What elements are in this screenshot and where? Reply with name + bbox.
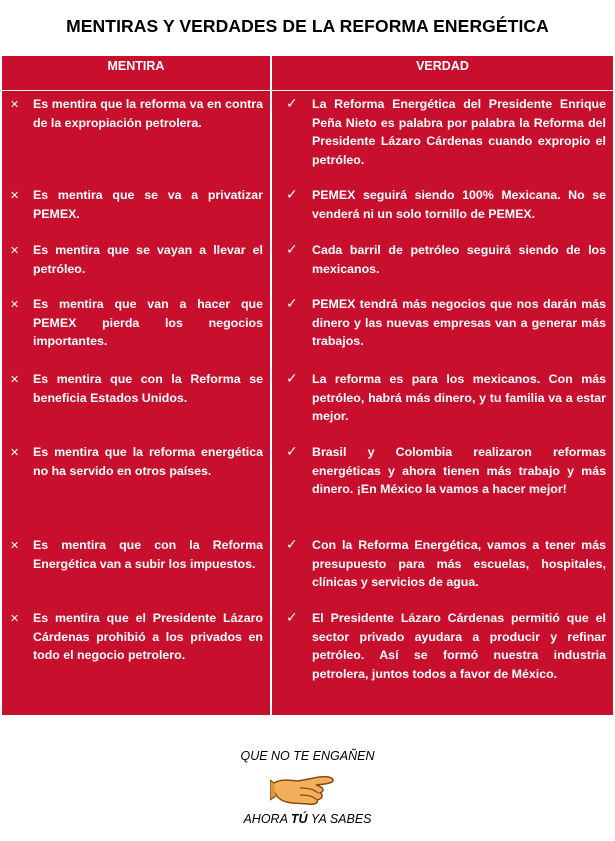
mentira-cell: Es mentira que se vayan a llevar el petróleo. bbox=[33, 243, 263, 276]
footer-tagline bbox=[0, 812, 615, 826]
mentira-cell: Es mentira que la reforma energética no ha servido en otros países. bbox=[33, 445, 263, 478]
check-mark-icon: ✓ bbox=[286, 186, 298, 202]
x-mark-icon: ✕ bbox=[10, 374, 20, 386]
check-mark-icon: ✓ bbox=[286, 370, 298, 386]
x-mark-icon: ✕ bbox=[10, 190, 20, 202]
check-mark-icon: ✓ bbox=[286, 536, 298, 552]
mentira-cell: Es mentira que con la Reforma se beneficia Estados Unidos. bbox=[33, 372, 263, 405]
verdad-cell: PEMEX tendrá más negocios que nos darán más dinero y las nuevas empresas van a generar más trabajos. bbox=[312, 297, 606, 348]
comparison-table bbox=[2, 56, 613, 715]
check-mark-icon: ✓ bbox=[286, 609, 298, 625]
check-mark-icon: ✓ bbox=[286, 95, 298, 111]
mentira-cell: Es mentira que el Presidente Lázaro Cárdenas prohibió a los privados en todo el negocio petrolero. bbox=[33, 611, 263, 662]
x-mark-icon: ✕ bbox=[10, 99, 20, 111]
mentira-cell: Es mentira que la reforma va en contra de la expropiación petrolera. bbox=[33, 97, 263, 130]
tagline-emphasis: TÚ bbox=[290, 812, 308, 826]
verdad-cell: Cada barril de petróleo seguirá siendo de los mexicanos. bbox=[312, 243, 606, 276]
check-mark-icon: ✓ bbox=[286, 295, 298, 311]
page-title: MENTIRAS Y VERDADES DE LA REFORMA ENERGÉTICA bbox=[66, 16, 549, 36]
column-header-mentira: MENTIRA bbox=[2, 56, 270, 91]
verdad-cell: La Reforma Energética del Presidente Enrique Peña Nieto es palabra por palabra la Reforma del Presidente Lázaro Cárdenas cuando expropio el petróleo. bbox=[312, 97, 606, 167]
pointing-hand-icon bbox=[270, 766, 336, 806]
column-divider bbox=[270, 56, 272, 715]
check-mark-icon: ✓ bbox=[286, 241, 298, 257]
mentira-cell: Es mentira que se va a privatizar PEMEX. bbox=[33, 188, 263, 221]
mentira-cell: Es mentira que van a hacer que PEMEX pierda los negocios importantes. bbox=[33, 297, 263, 348]
mentira-cell: Es mentira que con la Reforma Energética van a subir los impuestos. bbox=[33, 538, 263, 571]
verdad-cell: Brasil y Colombia realizaron reformas energéticas y ahora tienen más trabajo y más dinero. ¡En México la vamos a hacer mejor! bbox=[312, 445, 606, 496]
verdad-cell: Con la Reforma Energética, vamos a tener más presupuesto para más escuelas, hospitales, clínicas y servicios de agua. bbox=[312, 538, 606, 589]
column-header-verdad: VERDAD bbox=[272, 56, 613, 91]
tagline-start: AHORA bbox=[243, 812, 291, 826]
x-mark-icon: ✕ bbox=[10, 299, 20, 311]
check-mark-icon: ✓ bbox=[286, 443, 298, 459]
x-mark-icon: ✕ bbox=[10, 613, 20, 625]
x-mark-icon: ✕ bbox=[10, 447, 20, 459]
verdad-cell: El Presidente Lázaro Cárdenas permitió que el sector privado ayudara a producir y refinar petróleo. Así se formó nuestra industria petrolera, juntos todos a favor de México. bbox=[312, 611, 606, 681]
footer-slogan: QUE NO TE ENGAÑEN bbox=[240, 749, 375, 763]
tagline-end: YA SABES bbox=[307, 812, 372, 826]
verdad-cell: La reforma es para los mexicanos. Con más petróleo, habrá más dinero, y tu familia va a estar mejor. bbox=[312, 372, 606, 423]
x-mark-icon: ✕ bbox=[10, 245, 20, 257]
x-mark-icon: ✕ bbox=[10, 540, 20, 552]
verdad-cell: PEMEX seguirá siendo 100% Mexicana. No se venderá ni un solo tornillo de PEMEX. bbox=[312, 188, 606, 221]
